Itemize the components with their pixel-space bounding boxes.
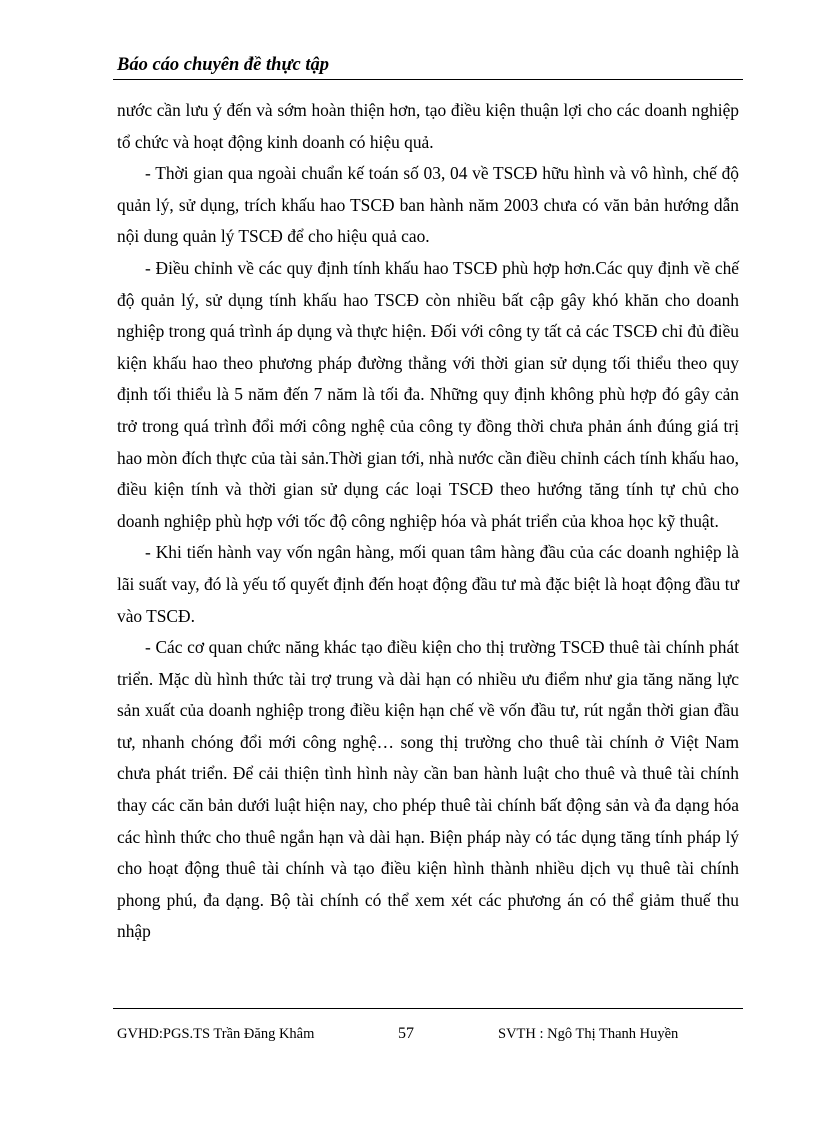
paragraph-4: - Khi tiến hành vay vốn ngân hàng, mối quan tâm hàng đầu của các doanh nghiệp là lãi suất vay, đó là yếu tố quyết định đến hoạt động đầu tư mà đặc biệt là hoạt động đầu tư vào TSCĐ.	[117, 542, 739, 626]
footer-advisor: GVHD:PGS.TS Trần Đăng Khâm	[117, 1026, 315, 1042]
footer-student: SVTH : Ngô Thị Thanh Huyền	[498, 1026, 679, 1042]
paragraph-3: - Điều chỉnh về các quy định tính khấu hao TSCĐ phù hợp hơn.Các quy định về chế độ quản lý, sử dụng tính khấu hao TSCĐ còn nhiều bất cập gây khó khăn cho doanh nghiệp trong quá trình áp dụng và thực hiện. Đối với công ty tất cả các TSCĐ chỉ đủ điều kiện khấu hao theo phương pháp đường thẳng với thời gian sử dụng tối thiểu theo quy định tối thiểu là 5 năm đến 7 năm là tối đa. Những quy định không phù hợp đó gây cản trở trong quá trình đổi mới công nghệ của công ty đồng thời chưa phản ánh đúng giá trị hao mòn đích thực của tài sản.Thời gian tới, nhà nước cần điều chỉnh cách tính khấu hao, điều kiện tính và thời gian sử dụng các loại TSCĐ theo hướng tăng tính tự chủ cho doanh nghiệp phù hợp với tốc độ công nghiệp hóa và phát triển của khoa học kỹ thuật.	[117, 257, 740, 531]
footer-divider	[113, 1008, 743, 1009]
header-divider	[113, 79, 743, 80]
paragraph-2: - Thời gian qua ngoài chuẩn kế toán số 03, 04 về TSCĐ hữu hình và vô hình, chế độ quản lý, sử dụng, trích khấu hao TSCĐ ban hành năm 2003 chưa có văn bản hướng dẫn nội dung quản lý TSCĐ để cho hiệu quả cao.	[117, 163, 739, 247]
header-title: Báo cáo chuyên đề thực tập	[117, 55, 330, 75]
paragraph-1: nước cần lưu ý đến và sớm hoàn thiện hơn, tạo điều kiện thuận lợi cho các doanh nghiệp tổ chức và hoạt động kinh doanh có hiệu quả.	[117, 100, 739, 152]
page-number: 57	[398, 1025, 414, 1042]
body-text	[117, 95, 739, 948]
paragraph-5: - Các cơ quan chức năng khác tạo điều kiện cho thị trường TSCĐ thuê tài chính phát triển. Mặc dù hình thức tài trợ trung và dài hạn có nhiều ưu điểm như gia tăng năng lực sản xuất của doanh nghiệp trong điều kiện hạn chế về vốn đầu tư, rút ngắn thời gian đầu tư, nhanh chóng đổi mới công nghệ… song thị trường cho thuê tài chính ở Việt Nam chưa phát triển. Để cải thiện tình hình này cần ban hành luật cho thuê và thuê tài chính thay các căn bản dưới luật hiện nay, cho phép thuê tài chính bất động sản và đa dạng hóa các hình thức cho thuê ngắn hạn và dài hạn. Biện pháp này có tác dụng tăng tính pháp lý cho hoạt động thuê tài chính và tạo điều kiện hình thành nhiều dịch vụ thuê tài chính phong phú, đa dạng. Bộ tài chính có thể xem xét các phương án có thể giảm thuế thu nhập	[117, 637, 739, 942]
